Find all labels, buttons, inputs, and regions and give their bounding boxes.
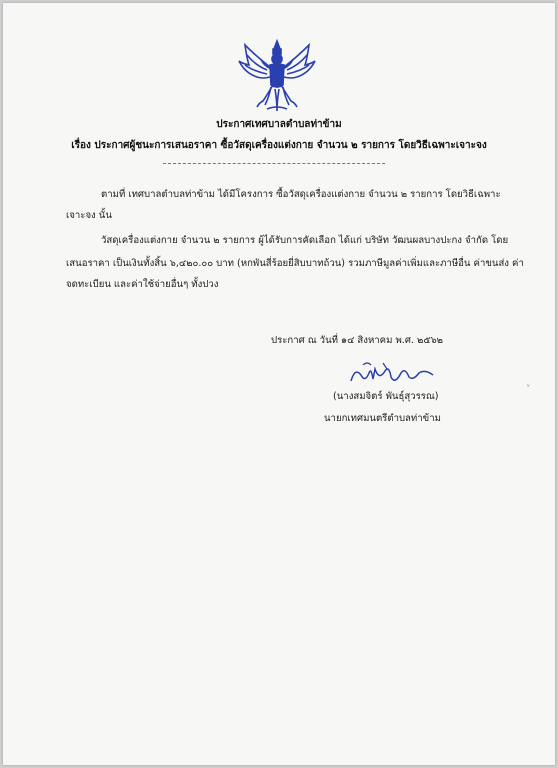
document-subject: เรื่อง ประกาศผู้ชนะการเสนอราคา ซื้อวัสดุเครื่องแต่งกาย จำนวน ๒ รายการ โดยวิธีเฉพาะเจาะจง — [71, 140, 487, 151]
signatory-position: นายกเทศมนตรีตำบลท่าข้าม — [324, 413, 441, 424]
divider — [163, 163, 385, 164]
signatory-name: (นางสมจิตร์ พันธุ์สุวรรณ) — [333, 391, 439, 402]
document-title: ประกาศเทศบาลตำบลท่าข้าม — [216, 119, 342, 130]
body-line: ตามที่ เทศบาลตำบลท่าข้าม ได้มีโครงการ ซื้อวัสดุเครื่องแต่งกาย จำนวน ๒ รายการ โดยวิธีเฉพาะ — [101, 189, 501, 200]
garuda-emblem-icon — [237, 39, 317, 113]
announcement-date: ประกาศ ณ วันที่ ๑๔ สิงหาคม พ.ศ. ๒๕๖๒ — [271, 335, 444, 346]
body-line: จดทะเบียน และค่าใช้จ่ายอื่นๆ ทั้งปวง — [66, 279, 219, 290]
handwritten-signature — [343, 359, 439, 389]
body-line: เสนอราคา เป็นเงินทั้งสิ้น ๖,๔๒๐.๐๐ บาท (หกพันสี่ร้อยยี่สิบบาทถ้วน) รวมภาษีมูลค่าเพิ่มและภาษีอื่น ค่าขนส่ง ค่า — [66, 258, 524, 269]
document-page — [3, 3, 555, 765]
body-line: เจาะจง นั้น — [66, 210, 112, 221]
stray-mark: ᵛ — [527, 383, 530, 391]
body-line: วัสดุเครื่องแต่งกาย จำนวน ๒ รายการ ผู้ได้รับการคัดเลือก ได้แก่ บริษัท วัฒนผลบางปะกง จำกัด โดย — [101, 235, 509, 246]
